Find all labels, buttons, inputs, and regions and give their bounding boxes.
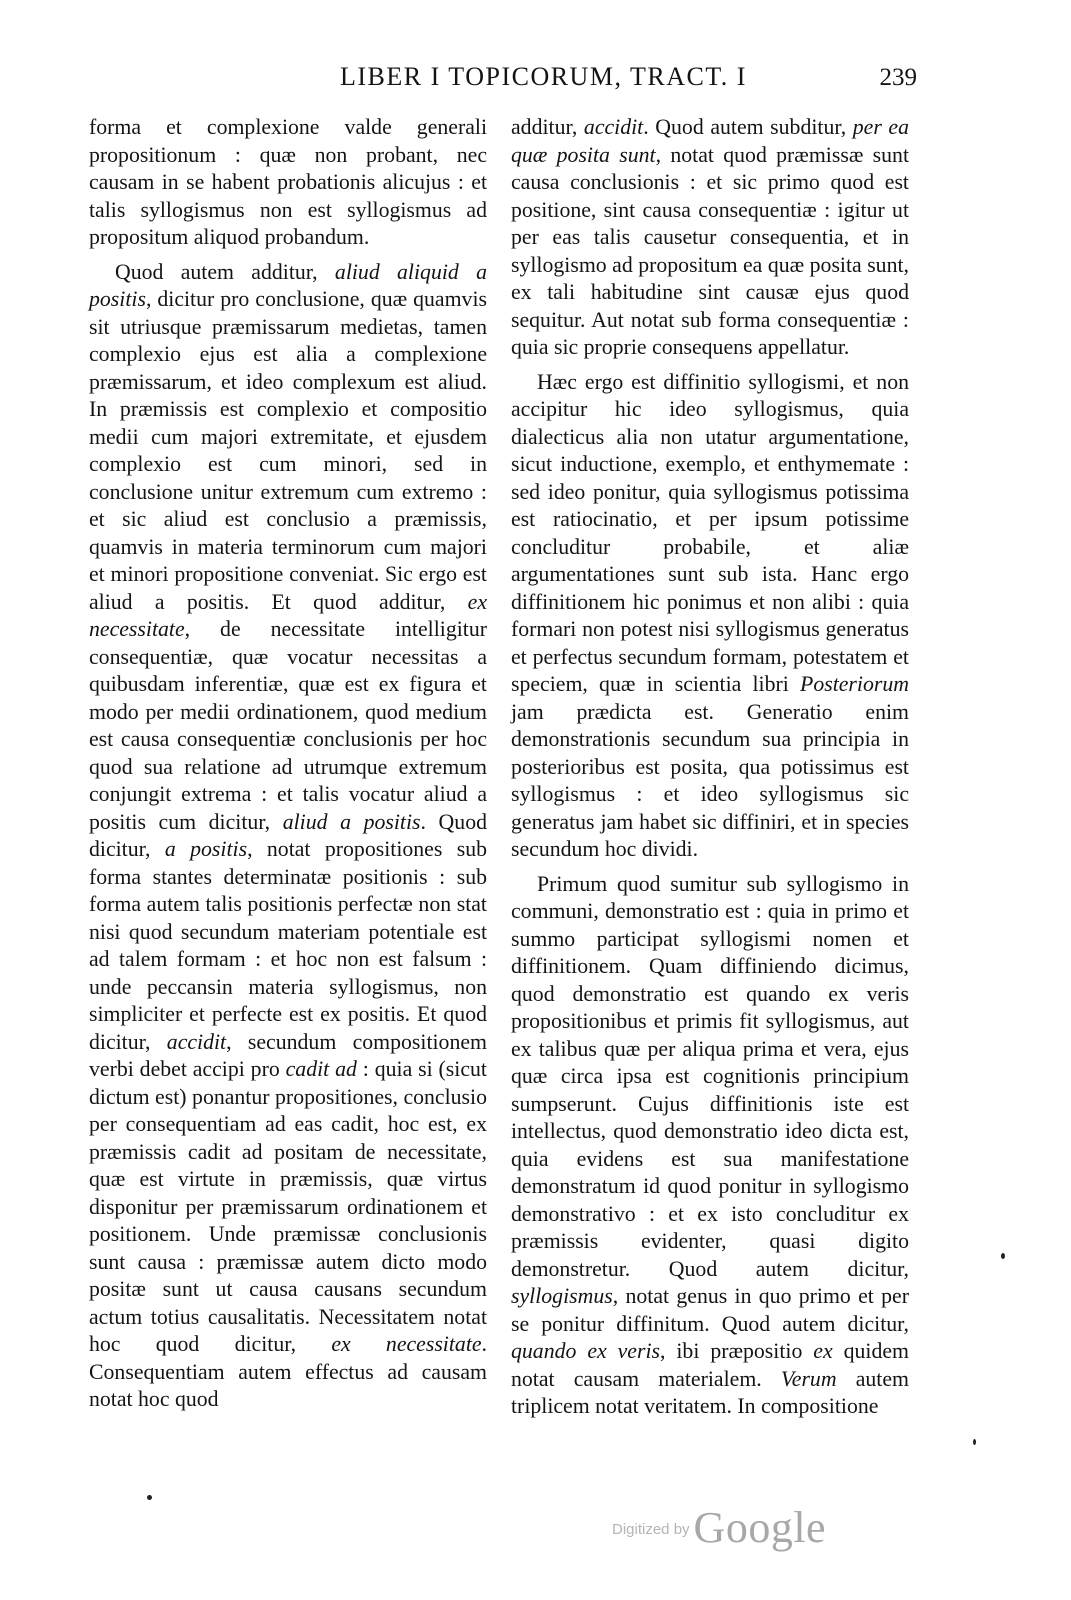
italic-text: ex necessitate [331, 1332, 482, 1356]
italic-text: aliud aliquid a positis [89, 259, 487, 311]
text-run: . Quod dicitur, [89, 809, 487, 861]
text-run: , ibi præpositio [659, 1339, 814, 1363]
text-run: , de necessitate intelligitur consequentiæ, quæ vocatur necessitas a quibusdam inferentiæ, quæ est ex figura et modo per medii ordinationem, quod medium est causa consequentiæ conclusionis per hoc quod sua relatione ad utrumque extremum conjungit extrema : et talis vocatur aliud a positis cum dicitur, [89, 617, 487, 834]
paragraph [89, 114, 487, 252]
italic-text: syllogismus [511, 1284, 613, 1308]
ink-speck [973, 1439, 976, 1445]
text-run: . Quod autem subditur, [643, 115, 853, 139]
right-column [511, 114, 909, 1428]
text-run: autem triplicem notat veritatem. In compositione [511, 1366, 909, 1418]
italic-text: aliud a positis [282, 809, 421, 834]
text-run: . Consequentiam autem effectus ad causam notat hoc quod [89, 1332, 487, 1411]
italic-text: per ea quæ posita sunt [511, 115, 909, 167]
italic-text: accidit [583, 115, 644, 139]
text-run: , notat quod præmissæ sunt causa conclusionis : et sic primo quod est positione, sint causa consequentiæ : igitur ut per eas talis causetur consequentia, et in syllogismo ad propositum ea quæ posita sunt, ex tali habitudine sint causæ ejus quod sequitur. Aut notat sub forma consequentiæ : quia sic proprie consequens appellatur. [511, 142, 910, 359]
running-title: LIBER I TOPICORUM, TRACT. I [340, 62, 747, 91]
italic-text: a positis [164, 837, 248, 861]
text-run: Quod autem additur, [115, 259, 335, 284]
paragraph [511, 369, 909, 864]
text-run: forma et complexione valde generali propositionum : quæ non probant, nec causam in se habent probationis alicujus : et talis syllogismus non est syllogismus ad propositum aliquod probandum. [89, 115, 487, 249]
watermark-caption: Digitized by [612, 1521, 690, 1538]
page-number: 239 [879, 64, 917, 91]
text-run: , notat genus in quo primo et per se ponitur diffinitum. Quod autem dicitur, [511, 1284, 909, 1336]
text-run: quidem notat causam materialem. [511, 1339, 909, 1391]
paragraph [89, 259, 487, 1414]
italic-text: Verum [780, 1366, 837, 1391]
text-run: , secundum compositionem verbi debet accipi pro [89, 1029, 487, 1081]
paragraph [511, 114, 909, 362]
italic-text: Posteriorum [800, 672, 909, 696]
left-column [89, 114, 487, 1421]
italic-text: ex [813, 1339, 833, 1363]
text-run: additur, [511, 115, 584, 139]
text-run: , notat propositiones sub forma stantes determinatæ positionis : sub forma autem talis positionis perfectæ non stat nisi quod secundum materiam potentiale est ad talem formam : et hoc non est falsum : unde peccansin materia syllogismus, non simpliciter et perfecte est ex positis. Et quod dicitur, [89, 837, 487, 1054]
google-logo: Google [693, 1503, 827, 1552]
italic-text: accidit [166, 1029, 227, 1054]
google-digitized-watermark [612, 1502, 826, 1553]
ink-speck [1001, 1253, 1005, 1259]
italic-text: ex necessitate [89, 589, 487, 641]
text-run: jam prædicta est. Generatio enim demonstrationis secundum sua principia in posterioribus est posita, qua potissimus est syllogismus : et ideo syllogismus sic generatus jam habet sic diffiniri, et in species secundum hoc dividi. [511, 699, 909, 861]
running-head [0, 62, 1071, 102]
italic-text: quando ex veris [511, 1339, 660, 1363]
ink-speck [147, 1495, 152, 1500]
text-run: : quia si (sicut dictum est) ponantur propositiones, conclusio per consequentiam ad eas cadit, hoc est, ex præmissis cadit ad positam de necessitate, quæ est virtute in præmissis, quæ virtus disponitur per præmissarum ordinationem et positionem. Unde præmissæ conclusionis sunt causa : præmissæ autem dicto modo positæ sunt ut causa causans secundum actum totius causalitatis. Necessitatem notat hoc quod dicitur, [89, 1057, 487, 1356]
paragraph [511, 871, 909, 1421]
text-run: , dicitur pro conclusione, quæ quamvis sit utriusque præmissarum medietas, tamen complexio ejus est alia a complexione præmissarum, et ideo complexum est aliud. In præmissis est complexio et compositio medii cum majori extremitate, et ejusdem complexio est cum minori, sed in conclusione unitur extremum cum extremo : et sic aliud est conclusio a præmissis, quamvis in materia terminorum cum majori et minori propositione conveniat. Sic ergo est aliud a positis. Et quod additur, [89, 287, 487, 614]
italic-text: cadit ad [285, 1057, 357, 1081]
text-run: Primum quod sumitur sub syllogismo in communi, demonstratio est : quia in primo et summo participat syllogismi nomen et diffinitionem. Quam diffiniendo dicimus, quod demonstratio est quando ex veris propositionibus et primis fit syllogismus, aut ex talibus quæ per aliqua prima et vera, ejus quæ circa ipsa est cognitionis principium sumpserunt. Cujus diffinitionis iste est intellectus, quod demonstratio ideo dicta est, quia evidens est sua manifestatione demonstratum id quod ponitur in syllogismo demonstrativo : et ex isto concluditur ex præmissis evidenter, quasi digito demonstretur. Quod autem dicitur, [511, 871, 909, 1281]
text-run: Hæc ergo est diffinitio syllogismi, et non accipitur hic ideo syllogismus, quia dialecticus alia non utatur argumentatione, sicut inductione, exemplo, et enthymemate : sed ideo ponitur, quia syllogismus potissima est ratiocinatio, et per ipsum potissime concluditur probabile, et aliæ argumentationes sunt sub ista. Hanc ergo diffinitionem hic ponimus et non alibi : quia formari non potest nisi syllogismus generatus et perfectus secundum formam, potestatem et speciem, quæ in scientia libri [511, 369, 909, 696]
